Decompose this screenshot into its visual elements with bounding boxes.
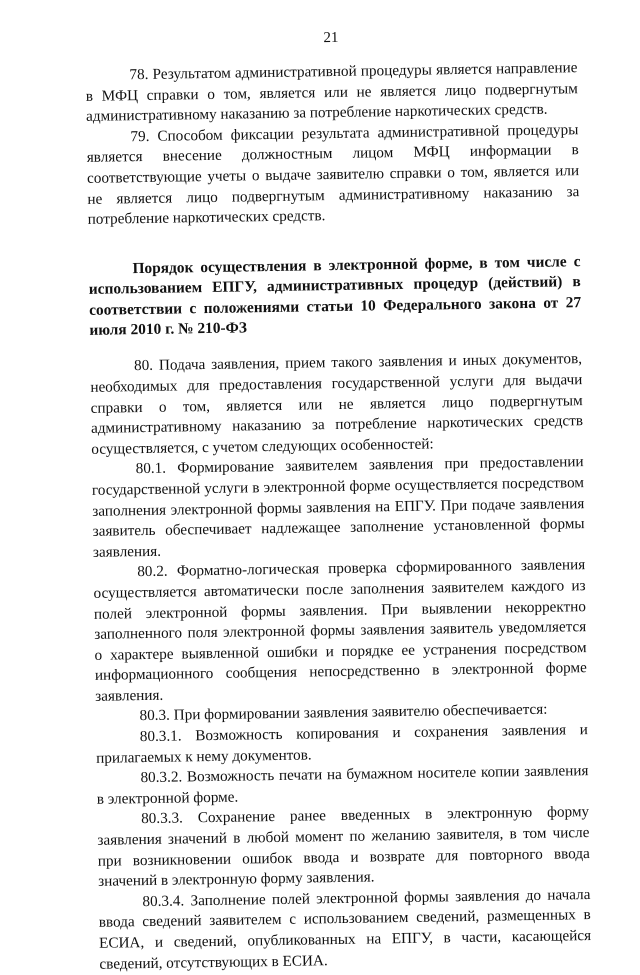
paragraph-80-3-4: 80.3.4. Заполнение полей электронной формы заявления до начала ввода сведений заявителем с использованием сведений, размещенных в ЕСИА, и сведений, опубликованных на ЕПГУ, в части, касающейся сведений, отсутствующих в ЕСИА. [98,885,592,973]
paragraph-80-1: 80.1. Формирование заявителем заявления при предоставлении государственной услуги в электронной форме осуществляется посредством заполнения электронной формы заявления на ЕПГУ. При подаче заявления заявитель обеспечивает надлежащее заполнение установленной формы заявления. [91,453,585,561]
page-number: 21 [323,29,339,47]
paragraph-80-3: 80.3. При формировании заявления заявителю обеспечивается: [139,701,548,725]
paragraph-80-3-3: 80.3.3. Сохранение ранее введенных в электронную форму заявления значений в любой момент по желанию заявителя, в том числе при возникновении ошибок ввода и возврате для повторного ввода значений в электронную форму заявления. [97,803,590,891]
paragraph-78: 78. Результатом административной процедуры является направление в МФЦ справки о том, является или не является лицо подвергнутым административному наказанию за потребление наркотических средств. [85,59,578,126]
paragraph-79: 79. Способом фиксации результата административной процедуры является внесение должностным лицом МФЦ информации в соответствующие учеты о выдаче заявителю справки о том, является или не является лицо подвергнутым административному наказанию за потребление наркотических средств. [86,120,580,229]
section-heading: Порядок осуществления в электронной форме, в том числе с использованием ЕПГУ, административных процедур (действий) в соответствии с положениями статьи 10 Федерального закона от 27 июля 2010 г. № 210-ФЗ [88,252,582,339]
paragraph-80-3-1: 80.3.1. Возможность копирования и сохранения заявления и прилагаемых к нему документов. [96,721,588,767]
paragraph-80-3-2: 80.3.2. Возможность печати на бумажном носителе копии заявления в электронной форме. [96,762,589,808]
paragraph-80: 80. Подача заявления, прием такого заявления и иных документов, необходимых для предоставления государственной услуги для выдачи справки о том, является или не является лицо подвергнутым административному наказанию за потребление наркотических средств осуществляется, с учетом следующих особенностей: [90,350,584,458]
document-body [85,58,591,975]
paragraph-80-2: 80.2. Форматно-логическая проверка сформированного заявления осуществляется автоматически после заполнения заявителем каждого из полей электронной формы заявления. При выявлении некорректно заполненного поля электронной формы заявления заявитель уведомляется о характере выявленной ошибки и порядке ее устранения посредством информационного сообщения непосредственно в электронной форме заявления. [93,556,587,705]
document-page [84,0,592,973]
